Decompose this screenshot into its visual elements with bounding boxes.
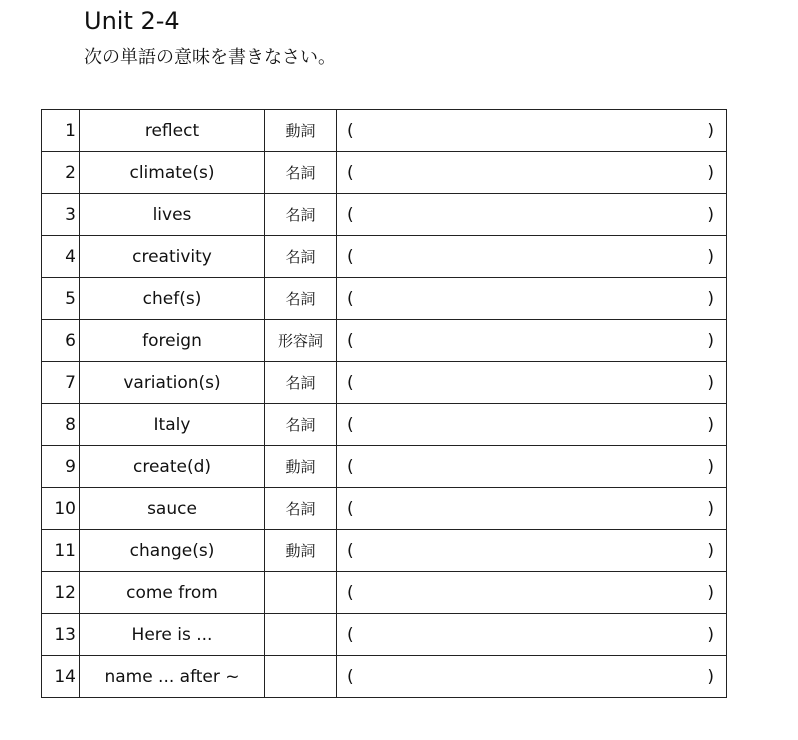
vocab-word: create(d) — [80, 446, 265, 488]
vocab-word: Italy — [80, 404, 265, 446]
answer-field[interactable] — [337, 152, 727, 194]
row-number: 11 — [42, 530, 80, 572]
row-number: 12 — [42, 572, 80, 614]
worksheet-title: Unit 2-4 — [84, 7, 180, 35]
open-parenthesis: ( — [347, 288, 354, 309]
close-parenthesis: ) — [707, 204, 714, 225]
part-of-speech: 名詞 — [265, 278, 337, 320]
row-number: 13 — [42, 614, 80, 656]
part-of-speech: 形容詞 — [265, 320, 337, 362]
part-of-speech: 名詞 — [265, 404, 337, 446]
close-parenthesis: ) — [707, 288, 714, 309]
table-row — [42, 530, 727, 572]
worksheet-instruction: 次の単語の意味を書きなさい。 — [84, 47, 336, 68]
vocab-word: lives — [80, 194, 265, 236]
part-of-speech: 名詞 — [265, 236, 337, 278]
open-parenthesis: ( — [347, 162, 354, 183]
open-parenthesis: ( — [347, 330, 354, 351]
table-row — [42, 362, 727, 404]
table-row — [42, 278, 727, 320]
part-of-speech: 動詞 — [265, 530, 337, 572]
row-number: 1 — [42, 110, 80, 152]
open-parenthesis: ( — [347, 666, 354, 687]
vocab-word: sauce — [80, 488, 265, 530]
part-of-speech: 動詞 — [265, 110, 337, 152]
answer-field[interactable] — [337, 656, 727, 698]
table-row — [42, 110, 727, 152]
open-parenthesis: ( — [347, 204, 354, 225]
row-number: 2 — [42, 152, 80, 194]
close-parenthesis: ) — [707, 540, 714, 561]
answer-field[interactable] — [337, 236, 727, 278]
open-parenthesis: ( — [347, 372, 354, 393]
answer-field[interactable] — [337, 446, 727, 488]
close-parenthesis: ) — [707, 498, 714, 519]
close-parenthesis: ) — [707, 666, 714, 687]
vocab-word: name ... after ~ — [80, 656, 265, 698]
answer-field[interactable] — [337, 320, 727, 362]
close-parenthesis: ) — [707, 624, 714, 645]
close-parenthesis: ) — [707, 120, 714, 141]
row-number: 4 — [42, 236, 80, 278]
vocabulary-table — [41, 109, 727, 698]
part-of-speech: 名詞 — [265, 362, 337, 404]
answer-field[interactable] — [337, 362, 727, 404]
row-number: 5 — [42, 278, 80, 320]
vocab-word: reflect — [80, 110, 265, 152]
vocabulary-table-body — [42, 110, 727, 698]
vocab-word: climate(s) — [80, 152, 265, 194]
table-row — [42, 194, 727, 236]
answer-field[interactable] — [337, 572, 727, 614]
part-of-speech: 名詞 — [265, 194, 337, 236]
row-number: 6 — [42, 320, 80, 362]
vocab-word: change(s) — [80, 530, 265, 572]
open-parenthesis: ( — [347, 582, 354, 603]
row-number: 3 — [42, 194, 80, 236]
row-number: 7 — [42, 362, 80, 404]
vocab-word: variation(s) — [80, 362, 265, 404]
vocab-word: Here is ... — [80, 614, 265, 656]
close-parenthesis: ) — [707, 414, 714, 435]
row-number: 8 — [42, 404, 80, 446]
table-row — [42, 488, 727, 530]
close-parenthesis: ) — [707, 162, 714, 183]
table-row — [42, 404, 727, 446]
answer-field[interactable] — [337, 404, 727, 446]
vocab-word: chef(s) — [80, 278, 265, 320]
close-parenthesis: ) — [707, 372, 714, 393]
answer-field[interactable] — [337, 194, 727, 236]
answer-field[interactable] — [337, 530, 727, 572]
table-row — [42, 656, 727, 698]
vocab-word: creativity — [80, 236, 265, 278]
close-parenthesis: ) — [707, 456, 714, 477]
open-parenthesis: ( — [347, 540, 354, 561]
table-row — [42, 572, 727, 614]
open-parenthesis: ( — [347, 120, 354, 141]
open-parenthesis: ( — [347, 624, 354, 645]
part-of-speech — [265, 656, 337, 698]
open-parenthesis: ( — [347, 246, 354, 267]
answer-field[interactable] — [337, 278, 727, 320]
answer-field[interactable] — [337, 614, 727, 656]
answer-field[interactable] — [337, 488, 727, 530]
row-number: 10 — [42, 488, 80, 530]
table-row — [42, 614, 727, 656]
row-number: 9 — [42, 446, 80, 488]
part-of-speech — [265, 614, 337, 656]
table-row — [42, 236, 727, 278]
part-of-speech: 名詞 — [265, 488, 337, 530]
answer-field[interactable] — [337, 110, 727, 152]
close-parenthesis: ) — [707, 246, 714, 267]
close-parenthesis: ) — [707, 330, 714, 351]
part-of-speech: 動詞 — [265, 446, 337, 488]
open-parenthesis: ( — [347, 498, 354, 519]
part-of-speech — [265, 572, 337, 614]
table-row — [42, 446, 727, 488]
vocab-word: come from — [80, 572, 265, 614]
vocab-word: foreign — [80, 320, 265, 362]
table-row — [42, 320, 727, 362]
open-parenthesis: ( — [347, 414, 354, 435]
part-of-speech: 名詞 — [265, 152, 337, 194]
row-number: 14 — [42, 656, 80, 698]
close-parenthesis: ) — [707, 582, 714, 603]
table-row — [42, 152, 727, 194]
open-parenthesis: ( — [347, 456, 354, 477]
